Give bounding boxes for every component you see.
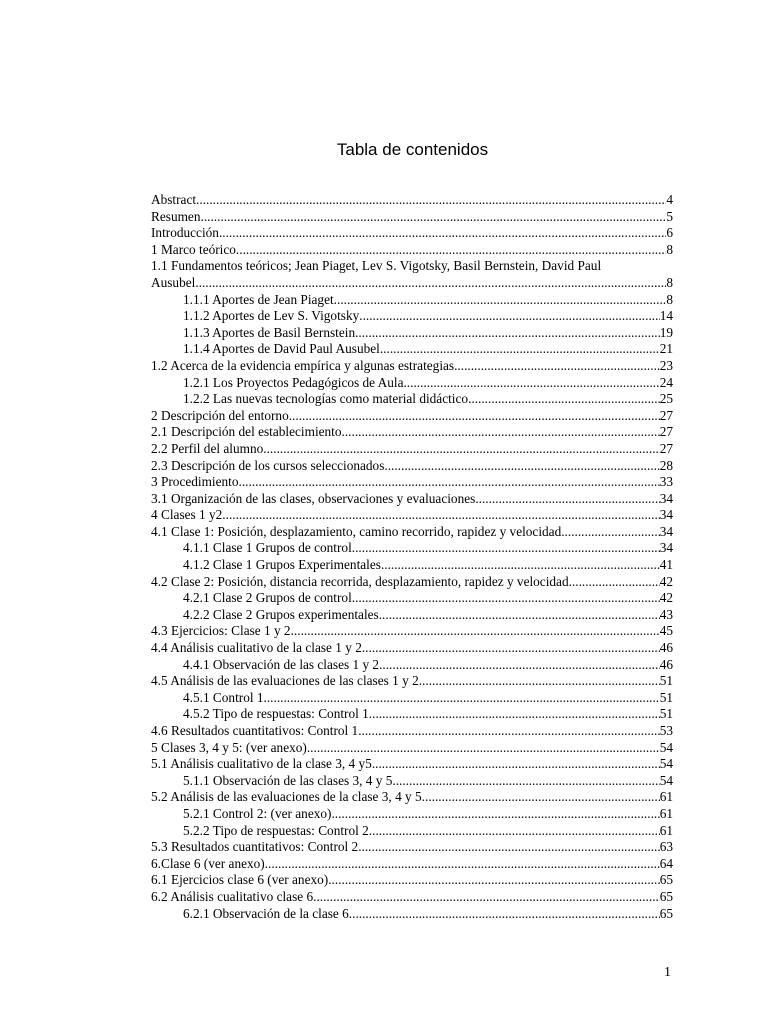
toc-entry: [151, 242, 673, 259]
dot-leader: [291, 623, 660, 640]
toc-entry: [151, 856, 673, 873]
dot-leader: [265, 856, 660, 873]
toc-entry-label: 4.4.1 Observación de las clases 1 y 2: [183, 656, 380, 672]
toc-entry: [151, 806, 673, 823]
dot-leader: [454, 358, 660, 375]
toc-entry-page: 54: [659, 739, 673, 755]
toc-entry-label: 2 Descripción del entorno: [151, 407, 289, 423]
toc-entry: [151, 773, 673, 790]
toc-entry-label: 1 Marco teórico: [151, 241, 236, 257]
toc-entry-page: 4: [666, 192, 673, 207]
toc-entry-page: 34: [659, 490, 673, 506]
toc-entry-label: 4.1.2 Clase 1 Grupos Experimentales: [183, 557, 381, 573]
toc-entry-page: 27: [659, 407, 673, 423]
toc-entry-page: 43: [659, 606, 673, 622]
toc-entry-label: 6.2 Análisis cualitativo clase 6: [151, 888, 314, 904]
toc-entry-label: 3 Procedimiento: [151, 474, 239, 490]
dot-leader: [342, 424, 660, 441]
toc-entry: [151, 906, 673, 923]
toc-entry: [151, 341, 673, 358]
dot-leader: [359, 308, 659, 325]
toc-entry: [151, 225, 673, 242]
dot-leader: [239, 474, 660, 491]
toc-entry-page: 6: [666, 225, 673, 241]
toc-entry: [151, 441, 673, 458]
dot-leader: [561, 524, 659, 541]
toc-entry-page: 61: [659, 805, 673, 821]
dot-leader: [379, 607, 660, 624]
toc-entry-page: 46: [659, 656, 673, 672]
toc-entry: [151, 258, 673, 275]
toc-entry-page: 42: [659, 573, 673, 589]
toc-entry: [151, 657, 673, 674]
dot-leader: [384, 458, 659, 475]
toc-entry-page: 28: [659, 457, 673, 473]
toc-entry-label: Abstract: [151, 192, 197, 207]
toc-entry-page: 34: [659, 523, 673, 539]
toc-entry: [151, 375, 673, 392]
toc-entry-label: 1.2.2 Las nuevas tecnologías como material didáctico: [183, 391, 469, 407]
toc-entry: [151, 723, 673, 740]
toc-entry-page: 54: [659, 756, 673, 772]
table-of-contents: [151, 192, 673, 922]
toc-entry: [151, 507, 673, 524]
toc-entry-page: 25: [659, 391, 673, 407]
page-number: 1: [664, 965, 671, 980]
toc-entry: [151, 889, 673, 906]
toc-entry: [151, 789, 673, 806]
dot-leader: [201, 209, 667, 226]
toc-entry-label: 1.1.4 Aportes de David Paul Ausubel: [183, 341, 380, 357]
toc-entry: [151, 424, 673, 441]
toc-entry-label: 4.5.2 Tipo de respuestas: Control 1: [183, 706, 369, 722]
toc-entry: [151, 391, 673, 408]
toc-entry-page: 45: [659, 623, 673, 639]
toc-entry-label: 5.2.2 Tipo de respuestas: Control 2: [183, 822, 369, 838]
dot-leader: [352, 590, 660, 607]
toc-entry-label: 4.3 Ejercicios: Clase 1 y 2: [151, 623, 291, 639]
dot-leader: [422, 789, 660, 806]
toc-entry-page: 34: [659, 540, 673, 556]
dot-leader: [358, 839, 660, 856]
toc-entry: [151, 872, 673, 889]
toc-entry-page: 14: [659, 308, 673, 324]
toc-entry-label: 4 Clases 1 y2: [151, 507, 223, 523]
toc-entry-label: 6.1 Ejercicios clase 6 (ver anexo): [151, 872, 329, 888]
toc-entry-label: 1.1.2 Aportes de Lev S. Vigotsky: [183, 308, 360, 324]
toc-entry-label: 5.3 Resultados cuantitativos: Control 2: [151, 839, 359, 855]
toc-entry-page: 21: [659, 341, 673, 357]
toc-entry-label: 6.Clase 6 (ver anexo): [151, 855, 265, 871]
toc-entry: [151, 540, 673, 557]
dot-leader: [307, 740, 660, 757]
dot-leader: [381, 557, 660, 574]
toc-entry-label: Ausubel: [151, 274, 196, 290]
toc-entry-page: 27: [659, 440, 673, 456]
toc-entry-label: 4.2.1 Clase 2 Grupos de control: [183, 590, 352, 606]
toc-entry-page: 51: [659, 706, 673, 722]
toc-entry-page: 65: [659, 905, 673, 921]
toc-entry-page: 54: [659, 772, 673, 788]
toc-entry-label: 1.2 Acerca de la evidencia empírica y algunas estrategias: [151, 357, 455, 373]
dot-leader: [369, 706, 660, 723]
toc-entry-label: 4.1.1 Clase 1 Grupos de control: [183, 540, 352, 556]
toc-entry-page: 33: [659, 474, 673, 490]
toc-entry-page: 24: [659, 374, 673, 390]
toc-entry: [151, 574, 673, 591]
toc-entry-label: 2.2 Perfil del alumno: [151, 440, 264, 456]
toc-entry-label: 4.2.2 Clase 2 Grupos experimentales: [183, 606, 379, 622]
dot-leader: [313, 889, 660, 906]
toc-entry-page: 46: [659, 640, 673, 656]
toc-entry-page: 65: [659, 888, 673, 904]
dot-leader: [380, 341, 660, 358]
dot-leader: [419, 673, 660, 690]
toc-entry-label: Resumen: [151, 208, 201, 224]
toc-entry-label: 3.1 Organización de las clases, observaciones y evaluaciones: [151, 490, 476, 506]
toc-entry-page: 8: [666, 241, 673, 257]
toc-entry-page: 8: [666, 291, 673, 307]
toc-entry-page: 8: [666, 274, 673, 290]
toc-entry: [151, 491, 673, 508]
dot-leader: [289, 408, 660, 425]
dot-leader: [219, 225, 666, 242]
toc-entry-page: 5: [666, 208, 673, 224]
toc-entry: [151, 640, 673, 657]
toc-entry-page: 51: [659, 689, 673, 705]
toc-entry-label: 5.2 Análisis de las evaluaciones de la clase 3, 4 y 5: [151, 789, 422, 805]
toc-entry-label: 2.3 Descripción de los cursos seleccionados: [151, 457, 385, 473]
toc-entry: [151, 325, 673, 342]
toc-entry-label: 4.2 Clase 2: Posición, distancia recorrida, desplazamiento, rapidez y velocidad: [151, 573, 569, 589]
toc-entry-page: 64: [659, 855, 673, 871]
dot-leader: [264, 690, 660, 707]
toc-entry: [151, 706, 673, 723]
dot-leader: [362, 640, 660, 657]
toc-entry-label: 5.1 Análisis cualitativo de la clase 3, 4 y5: [151, 756, 372, 772]
toc-entry-label: 5 Clases 3, 4 y 5: (ver anexo): [151, 739, 307, 755]
dot-leader: [358, 723, 660, 740]
dot-leader: [403, 375, 659, 392]
toc-entry-page: 41: [659, 557, 673, 573]
toc-entry-page: 63: [659, 839, 673, 855]
dot-leader: [222, 507, 659, 524]
toc-entry-label: 4.4 Análisis cualitativo de la clase 1 y 2: [151, 640, 362, 656]
toc-entry-page: 65: [659, 872, 673, 888]
toc-entry-label: 4.5 Análisis de las evaluaciones de las clases 1 y 2: [151, 673, 419, 689]
toc-entry: [151, 557, 673, 574]
dot-leader: [369, 823, 660, 840]
toc-entry-page: 42: [659, 590, 673, 606]
dot-leader: [569, 574, 660, 591]
dot-leader: [334, 292, 667, 309]
toc-entry-page: 61: [659, 789, 673, 805]
toc-entry-page: 61: [659, 822, 673, 838]
dot-leader: [468, 391, 660, 408]
toc-entry-page: 53: [659, 723, 673, 738]
toc-entry-label: 2.1 Descripción del establecimiento: [151, 424, 342, 440]
toc-entry: [151, 292, 673, 309]
toc-entry: [151, 408, 673, 425]
toc-entry: [151, 308, 673, 325]
toc-entry: [151, 740, 673, 757]
dot-leader: [195, 275, 666, 292]
toc-entry-label: 6.2.1 Observación de la clase 6: [183, 905, 349, 921]
dot-leader: [475, 491, 659, 508]
toc-entry: [151, 524, 673, 541]
dot-leader: [392, 773, 659, 790]
toc-entry-page: 19: [659, 324, 673, 340]
toc-entry: [151, 839, 673, 856]
toc-entry: [151, 607, 673, 624]
toc-entry: [151, 358, 673, 375]
toc-entry-label: 4.6 Resultados cuantitativos: Control 1: [151, 723, 359, 738]
toc-entry: [151, 458, 673, 475]
toc-entry-label: 1.1.1 Aportes de Jean Piaget: [183, 291, 334, 307]
toc-title: Tabla de contenidos: [336, 140, 489, 159]
dot-leader: [263, 441, 659, 458]
dot-leader: [379, 657, 660, 674]
toc-entry: [151, 590, 673, 607]
toc-entry-label: 5.2.1 Control 2: (ver anexo): [183, 805, 332, 821]
toc-entry-page: 23: [659, 357, 673, 373]
dot-leader: [236, 242, 666, 259]
toc-entry-label: 1.1 Fundamentos teóricos; Jean Piaget, Lev S. Vigotsky, Basil Bernstein, David Paul: [151, 258, 602, 274]
toc-entry-page: 34: [659, 507, 673, 523]
dot-leader: [349, 906, 660, 923]
dot-leader: [372, 756, 660, 773]
toc-entry-label: 4.5.1 Control 1: [183, 689, 264, 705]
toc-entry: [151, 756, 673, 773]
toc-entry-label: 1.2.1 Los Proyectos Pedagógicos de Aula: [183, 374, 404, 390]
toc-entry-label: 4.1 Clase 1: Posición, desplazamiento, camino recorrido, rapidez y velocidad: [151, 523, 562, 539]
toc-entry: [151, 192, 673, 209]
toc-entry-continuation: [151, 275, 673, 292]
dot-leader: [328, 872, 659, 889]
toc-entry-page: 27: [659, 424, 673, 440]
toc-entry: [151, 673, 673, 690]
dot-leader: [352, 540, 660, 557]
toc-entry-label: 1.1.3 Aportes de Basil Bernstein: [183, 324, 356, 340]
dot-leader: [196, 192, 666, 209]
toc-entry-label: Introducción: [151, 225, 219, 241]
dot-leader: [355, 325, 660, 342]
toc-entry-page: 51: [659, 673, 673, 689]
toc-entry: [151, 823, 673, 840]
toc-entry-label: 5.1.1 Observación de las clases 3, 4 y 5: [183, 772, 393, 788]
dot-leader: [331, 806, 659, 823]
toc-entry: [151, 623, 673, 640]
toc-entry: [151, 209, 673, 226]
toc-entry: [151, 474, 673, 491]
toc-entry: [151, 690, 673, 707]
